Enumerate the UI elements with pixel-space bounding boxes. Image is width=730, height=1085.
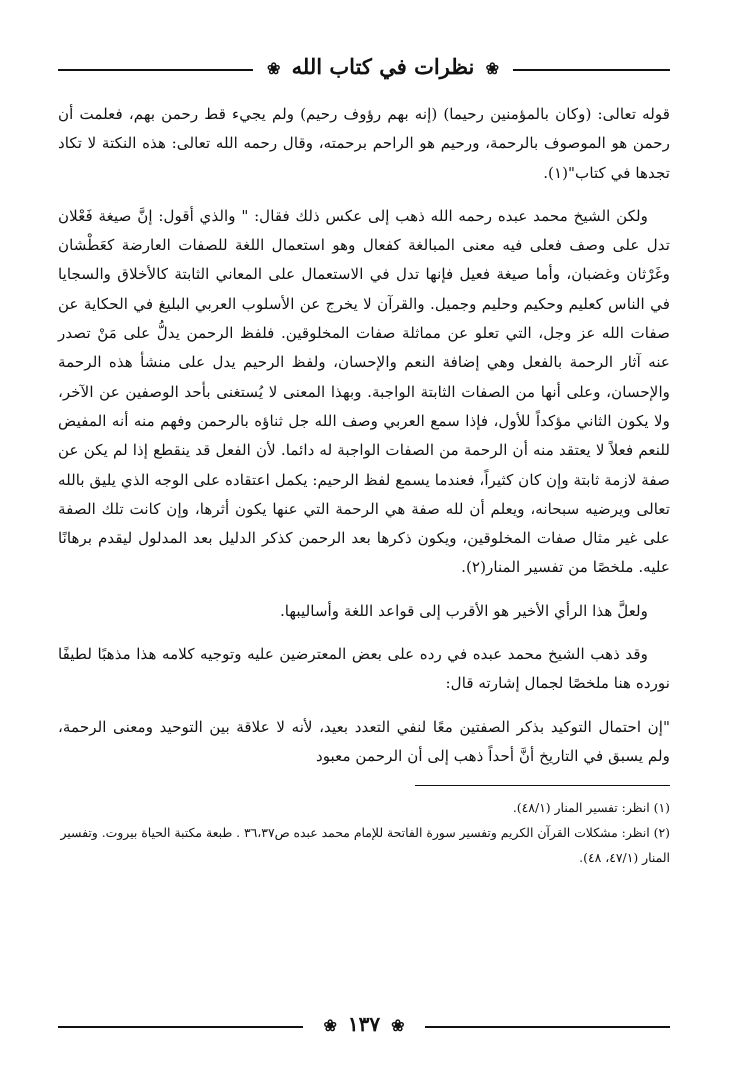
paragraph: "إن احتمال التوكيد بذكر الصفتين معًا لنفي التعدد بعيد، لأنه لا علاقة بين التوحيد ومعنى الرحمة، ولم يسبق في التاريخ أنَّ أحداً ذهب إلى أن الرحمن معبود <box>58 717 670 765</box>
header-title-group <box>253 54 513 79</box>
running-title: نظرات في كتاب الله <box>291 54 475 79</box>
footnote-separator <box>415 785 670 786</box>
page-number-group <box>303 1012 425 1036</box>
page-number: ١٣٧ <box>347 1012 381 1036</box>
footer-rule-right <box>425 1026 670 1028</box>
footer-rule-left <box>58 1026 303 1028</box>
header-rule-right <box>513 69 670 71</box>
footnote: (١) انظر: تفسير المنار (٤٨/١). <box>512 800 670 816</box>
book-page <box>58 50 670 870</box>
main-text <box>58 100 670 771</box>
paragraph: ولكن الشيخ محمد عبده رحمه الله ذهب إلى عكس ذلك فقال: " والذي أقول: إنَّ صيغة فَعْلان تدل على وصف فعلى فيه معنى المبالغة كفعال وهو استعمال اللغة للصفات العارضة كعَطْشان وغَرْثان وغضبان، وأما صيغة فعيل فإنها تدل في الاستعمال على المعاني الثابتة كالأخلاق والسجايا في الناس كعليم وحكيم وحليم وجميل. والقرآن لا يخرج عن الأسلوب العربي البليغ في الحكاية عن صفات الله عز وجل، التي تعلو عن مماثلة صفات المخلوقين. فلفظ الرحمن يدلُّ على مَنْ تصدر عنه آثار الرحمة بالفعل وهي إضافة النعم والإحسان، ولفظ الرحيم يدل على منشأ هذه الرحمة والإحسان، وعلى أنها من الصفات الثابتة الواجبة. وبهذا المعنى لا يُستغنى بأحد الوصفين عن الآخر، ولا يكون الثاني مؤكداً للأول، فإذا سمع العربي وصف الله جل ثناؤه بالرحمن وفهم منه أنه المفيض للنعم فعلاً لا يعتقد منه أن الرحمة من الصفات الواجبة له دائما. لأن الفعل قد ينقطع إذا لم يكن عن صفة لازمة ثابتة وإن كان كثيراً، فعندما يسمع لفظ الرحيم: يكمل اعتقاده على الوجه الذي يليق بالله تعالى ويرضيه سبحانه، ويعلم أن لله صفة هي الرحمة التي عنها يكون أثرها، وإن كانت تلك الصفة على غير مثال صفات المخلوقين، ويكون ذكرها بعد الرحمن كذكر الدليل بعد المدلول ليقدم برهانًا عليه. ملخصًا من تفسير المنار(٢). <box>58 206 670 577</box>
paragraph: ولعلَّ هذا الرأي الأخير هو الأقرب إلى قواعد اللغة وأساليبها. <box>279 601 648 620</box>
header-rule-left <box>58 69 253 71</box>
running-header <box>58 50 670 90</box>
page-footer <box>58 1012 670 1042</box>
paragraph: قوله تعالى: (وكان بالمؤمنين رحيما) (إنه بهم رؤوف رحيم) ولم يجيء قط رحمن بهم، فعلمت أن رحمن هو الموصوف بالرحمة، ورحيم هو الراحم برحمته، وقال رحمه الله تعالى: هذه النكتة لا تكاد تجدها في كتاب"(١). <box>58 105 670 182</box>
footnotes <box>58 795 670 870</box>
flower-ornament-icon: ❀ <box>391 1016 405 1035</box>
flower-ornament-icon: ❀ <box>485 59 500 78</box>
flower-ornament-icon: ❀ <box>323 1016 337 1035</box>
paragraph: وقد ذهب الشيخ محمد عبده في رده على بعض المعترضين عليه وتوجيه كلامه هذا مذهبًا لطيفًا نورده هنا ملخصًا لجمال إشارته قال: <box>58 645 670 693</box>
footnote: (٢) انظر: مشكلات القرآن الكريم وتفسير سورة الفاتحة للإمام محمد عبده ص٣٦،٣٧ . طبعة مكتبة الحياة بيروت. وتفسير المنار (٤٧/١، ٤٨). <box>60 825 670 866</box>
flower-ornament-icon: ❀ <box>266 59 281 78</box>
